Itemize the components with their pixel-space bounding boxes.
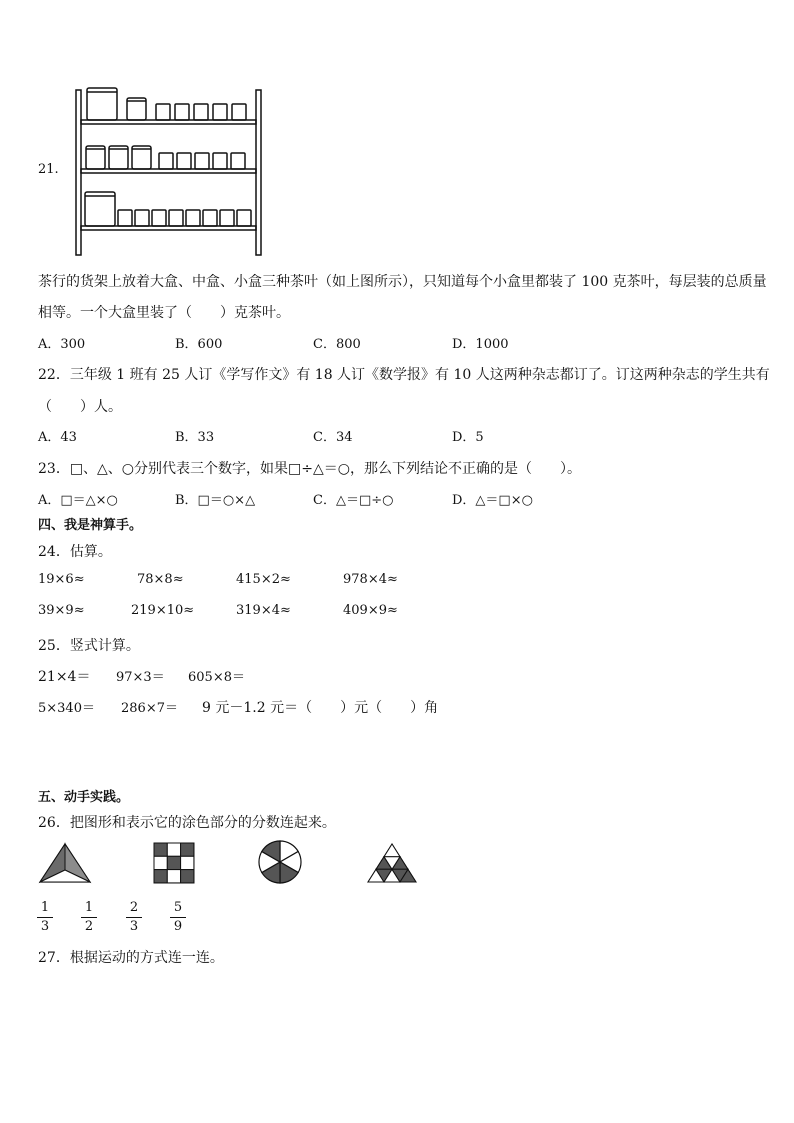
fraction-denominator: 2 — [84, 919, 94, 934]
q21-text-line1: 茶行的货架上放着大盒、中盒、小盒三种茶叶（如上图所示），只知道每个小盒里都装了 100 克茶叶，每层装的总质量 — [38, 274, 767, 290]
q22-option-c[interactable]: C．34 — [313, 430, 353, 445]
section4-title: 四、我是神算手。 — [38, 518, 143, 533]
q21-text-line2: 相等。一个大盒里装了（ ）克茶叶。 — [38, 305, 290, 321]
q24-item: 409×9≈ — [343, 603, 398, 618]
q24-item: 978×4≈ — [343, 572, 398, 587]
q24-item: 319×4≈ — [236, 603, 291, 618]
fraction-numerator: 1 — [84, 900, 94, 915]
fraction-bar — [81, 917, 97, 918]
q21-option-d[interactable]: D．1000 — [452, 337, 509, 352]
fraction-denominator: 3 — [40, 919, 50, 934]
shaded-circle-shape — [257, 839, 303, 885]
fraction-numerator: 1 — [40, 900, 50, 915]
q25-item: 21×4＝ — [38, 669, 91, 685]
q25-item: 9 元－1.2 元＝（ ）元（ ）角 — [202, 700, 439, 716]
q23-option-a[interactable]: A．□＝△×○ — [38, 493, 118, 508]
q22-text-line2: （ ）人。 — [38, 399, 122, 415]
fraction-bar — [37, 917, 53, 918]
q25-item: 605×8＝ — [188, 670, 245, 685]
q21-option-b[interactable]: B．600 — [175, 337, 223, 352]
q25-item: 286×7＝ — [121, 701, 178, 716]
q24-item: 19×6≈ — [38, 572, 85, 587]
fraction-bar — [170, 917, 186, 918]
q21-number: 21. — [38, 162, 59, 177]
fraction-option[interactable] — [37, 900, 53, 935]
q24-item: 219×10≈ — [131, 603, 195, 618]
fraction-option[interactable] — [81, 900, 97, 935]
q25-item: 5×340＝ — [38, 701, 95, 716]
q23-option-d[interactable]: D．△＝□×○ — [452, 493, 533, 508]
q24-title: 24．估算。 — [38, 544, 112, 560]
q24-item: 415×2≈ — [236, 572, 291, 587]
fraction-denominator: 3 — [129, 919, 139, 934]
fraction-option[interactable] — [170, 900, 186, 935]
q24-item: 78×8≈ — [137, 572, 184, 587]
shaded-triangle-shape — [38, 842, 92, 884]
q23-option-c[interactable]: C．△＝□÷○ — [313, 493, 394, 508]
fraction-option[interactable] — [126, 900, 142, 935]
q23-text-line1: 23．□、△、○分别代表三个数字，如果□÷△＝○，那么下列结论不正确的是（ ）。 — [38, 461, 581, 477]
q22-option-b[interactable]: B．33 — [175, 430, 215, 445]
fraction-denominator: 9 — [173, 919, 183, 934]
q24-item: 39×9≈ — [38, 603, 85, 618]
q21-option-a[interactable]: A．300 — [38, 337, 86, 352]
section5-title: 五、动手实践。 — [38, 790, 130, 805]
q22-option-a[interactable]: A．43 — [38, 430, 77, 445]
q26-title: 26．把图形和表示它的涂色部分的分数连起来。 — [38, 815, 336, 831]
q22-option-d[interactable]: D．5 — [452, 430, 484, 445]
shaded-triangle-grid-shape — [366, 842, 418, 884]
shaded-grid-square-shape — [153, 842, 195, 884]
q22-text-line1: 22．三年级 1 班有 25 人订《学写作文》有 18 人订《数学报》有 10 人这两种杂志都订了。订这两种杂志的学生共有 — [38, 367, 770, 383]
fraction-numerator: 2 — [129, 900, 139, 915]
q23-option-b[interactable]: B．□＝○×△ — [175, 493, 256, 508]
tea-shelf-figure — [70, 80, 270, 260]
q25-title: 25．竖式计算。 — [38, 638, 140, 654]
fraction-numerator: 5 — [173, 900, 183, 915]
q27-title: 27．根据运动的方式连一连。 — [38, 950, 224, 966]
q25-item: 97×3＝ — [116, 670, 165, 685]
q21-option-c[interactable]: C．800 — [313, 337, 361, 352]
fraction-bar — [126, 917, 142, 918]
